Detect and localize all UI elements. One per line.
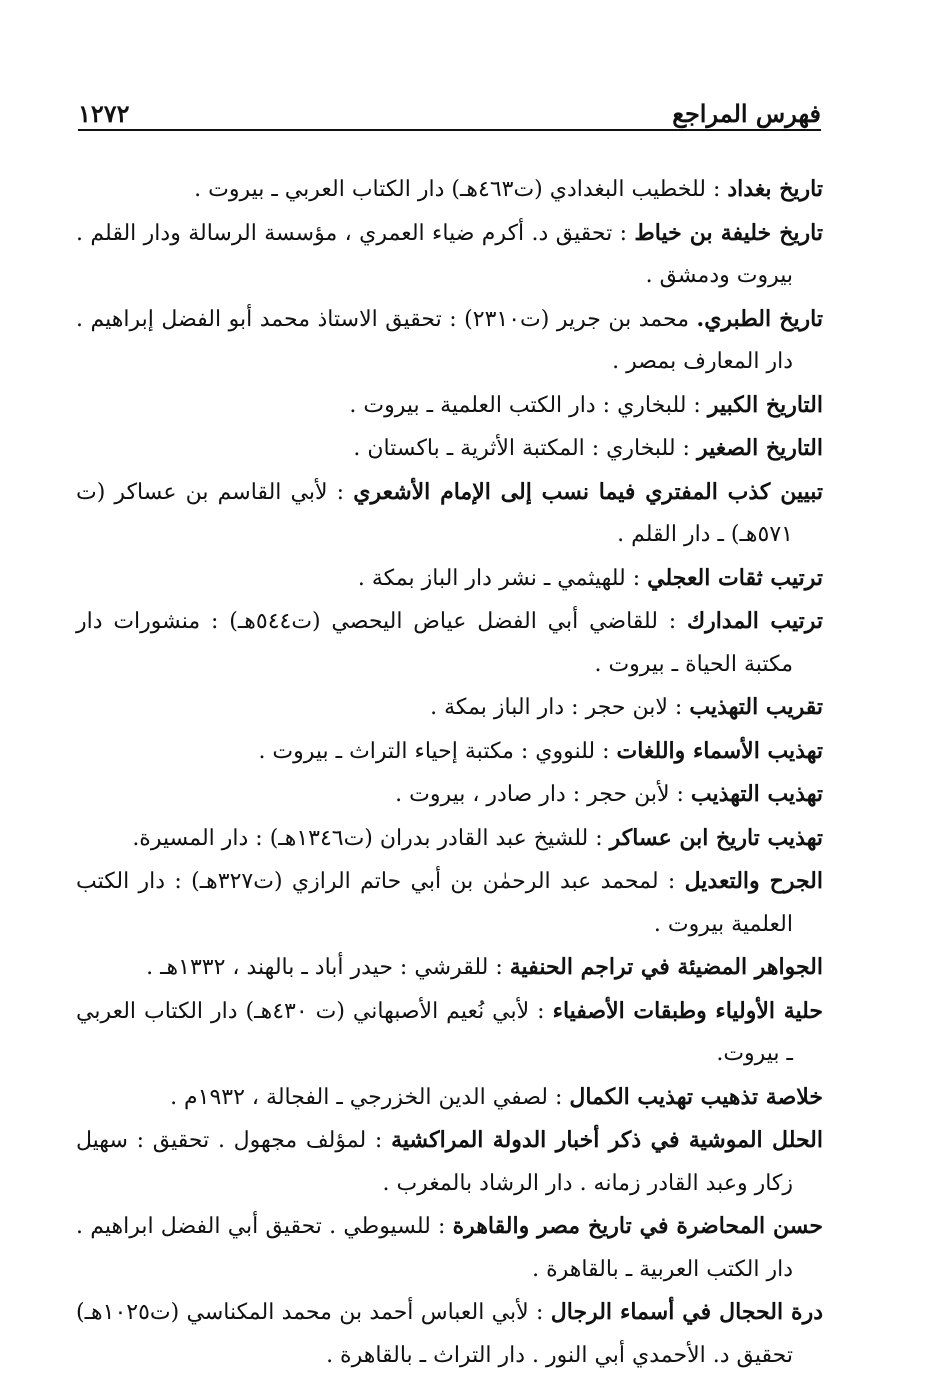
reference-entry: [76, 860, 823, 946]
reference-details: : للهيثمي ـ نشر دار الباز بمكة .: [357, 565, 648, 591]
reference-title: الحلل الموشية في ذكر أخبار الدولة المراكشية: [391, 1127, 823, 1153]
reference-details: : للقاضي أبي الفضل عياض اليحصي (ت٥٤٤هـ) : منشورات دار مكتبة الحياة ـ بيروت .: [76, 609, 793, 677]
reference-details: : لأبي القاسم بن عساكر (ت ٥٧١هـ) ـ دار القلم .: [76, 479, 793, 547]
reference-entry: [76, 686, 823, 730]
reference-details: : لابن حجر : دار الباز بمكة .: [430, 695, 690, 720]
reference-details: : للشيخ عبد القادر بدران (ت١٣٤٦هـ) : دار المسيرة.: [132, 825, 610, 851]
reference-title: خلاصة تذهيب تهذيب الكمال: [569, 1083, 823, 1110]
reference-entry: [76, 212, 823, 298]
reference-title: ترتيب المدارك: [686, 608, 823, 634]
reference-entry: [76, 427, 823, 471]
reference-details: محمد بن جرير (ت٢٣١٠) : تحقيق الاستاذ محمد أبو الفضل إبراهيم . دار المعارف بمصر .: [76, 306, 793, 374]
reference-title: تبيين كذب المفتري فيما نسب إلى الإمام الأشعري: [353, 478, 823, 505]
reference-entry: [76, 384, 823, 428]
reference-details: : لصفي الدين الخزرجي ـ الفجالة ، ١٩٣٢م .: [170, 1084, 570, 1110]
reference-details: : للنووي : مكتبة إحياء التراث ـ بيروت .: [258, 738, 617, 764]
reference-entry: [76, 817, 823, 861]
reference-details: : للبخاري : المكتبة الأثرية ـ باكستان .: [353, 436, 697, 461]
reference-entry: [76, 946, 823, 990]
reference-entry: [76, 168, 823, 212]
reference-entry: [76, 471, 823, 557]
reference-title: التاريخ الصغير: [696, 435, 823, 461]
reference-entry: [76, 298, 823, 384]
reference-title: تاريخ خليفة بن خياط: [634, 219, 823, 246]
reference-entry: [76, 990, 823, 1076]
page-number: ١٢٧٢: [78, 99, 130, 128]
reference-entry: [76, 600, 823, 686]
reference-title: تهذيب تاريخ ابن عساكر: [609, 824, 823, 851]
reference-details: : للقرشي : حيدر أباد ـ بالهند ، ١٣٣٢هـ .: [146, 955, 510, 980]
reference-title: درة الحجال في أسماء الرجال: [550, 1299, 823, 1325]
reference-title: تهذيب التهذيب: [690, 781, 823, 807]
reference-details: : تحقيق د. أكرم ضياء العمري ، مؤسسة الرسالة ودار القلم . بيروت ودمشق .: [76, 220, 793, 288]
reference-details: : لأبن حجر : دار صادر ، بيروت .: [395, 782, 691, 807]
reference-details: : للسيوطي . تحقيق أبي الفضل ابراهيم . دار الكتب العربية ـ بالقاهرة .: [76, 1214, 793, 1282]
reference-entry: [76, 1291, 823, 1377]
reference-title: حسن المحاضرة في تاريخ مصر والقاهرة: [452, 1213, 823, 1239]
reference-entry: [76, 1205, 823, 1291]
reference-entry: [76, 1076, 823, 1120]
reference-title: تهذيب الأسماء واللغات: [616, 737, 823, 764]
reference-details: : للبخاري : دار الكتب العلمية ـ بيروت .: [349, 392, 708, 418]
reference-title: التاريخ الكبير: [707, 391, 823, 418]
reference-title: حلية الأولياء وطبقات الأصفياء: [552, 997, 824, 1024]
reference-entry: [76, 773, 823, 817]
reference-title: الجواهر المضيئة في تراجم الحنفية: [509, 954, 823, 980]
reference-entry: [76, 557, 823, 601]
reference-title: الجرح والتعديل: [684, 868, 823, 894]
section-title: فهرس المراجع: [672, 99, 821, 128]
reference-details: : لمحمد عبد الرحمٰن بن أبي حاتم الرازي (ت٣٢٧هـ) : دار الكتب العلمية بيروت .: [76, 869, 793, 937]
reference-details: : لأبي نُعيم الأصبهاني (ت ٤٣٠هـ) دار الكتاب العربي ـ بيروت.: [76, 998, 793, 1066]
references-list: [76, 168, 823, 1377]
reference-details: : لمؤلف مجهول . تحقيق : سهيل زكار وعبد القادر زمانه . دار الرشاد بالمغرب .: [76, 1128, 793, 1196]
reference-details: : للخطيب البغدادي (ت٤٦٣هـ) دار الكتاب العربي ـ بيروت .: [194, 177, 728, 202]
reference-title: تاريخ بغداد: [727, 176, 823, 202]
reference-entry: [76, 730, 823, 774]
reference-entry: [76, 1119, 823, 1205]
page-header: [78, 88, 821, 128]
reference-title: ترتيب ثقات العجلي: [647, 564, 823, 591]
reference-details: : لأبي العباس أحمد بن محمد المكناسي (ت١٠٢٥هـ) تحقيق د. الأحمدي أبي النور . دار التراث ـ بالقاهرة .: [76, 1300, 793, 1368]
reference-title: تاريخ الطبري.: [696, 305, 824, 332]
reference-title: تقريب التهذيب: [689, 694, 823, 720]
header-rule: [78, 129, 821, 131]
